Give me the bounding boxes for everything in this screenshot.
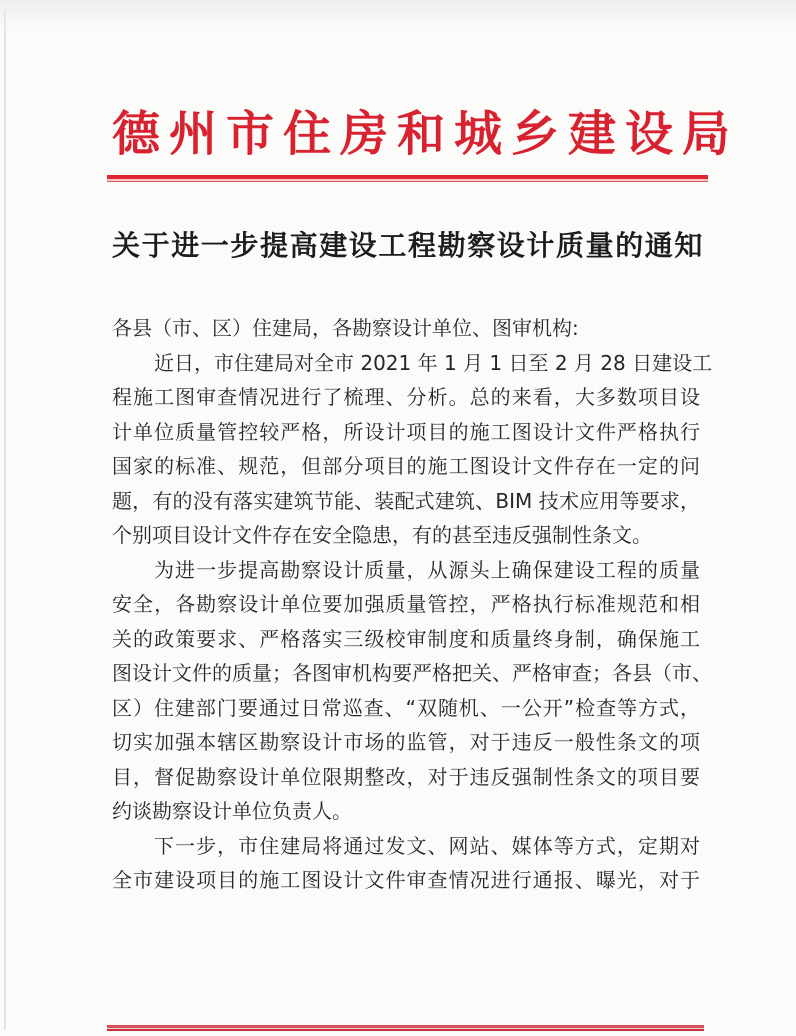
paragraph-line: 为进一步提高勘察设计质量，从源头上确保建设工程的质量 (154, 557, 700, 582)
paragraph-line: 计单位质量管控较严格，所设计项目的施工图设计文件严格执行 (112, 419, 700, 444)
paragraph-line: 图设计文件的质量；各图审机构要严格把关、严格审查；各县（市、 (112, 661, 712, 685)
salutation (112, 311, 700, 346)
paragraph-line: 国家的标准、规范，但部分项目的施工图设计文件存在一定的问 (112, 454, 700, 478)
rule-thin-line (107, 1029, 704, 1031)
paragraph-line: 关的政策要求、严格落实三级校审制度和质量终身制，确保施工 (112, 626, 700, 651)
paragraph-line: 题，有的没有落实建筑节能、装配式建筑、BIM 技术应用等要求， (112, 488, 700, 513)
document-body (112, 311, 713, 898)
paragraph-line: 区）住建部门要通过日常巡查、“双随机、一公开”检查等方式， (112, 695, 700, 720)
salutation-line: 各县（市、区）住建局，各勘察设计单位、图审机构: (112, 316, 579, 340)
paragraph-line: 安全，各勘察设计单位要加强质量管控，严格执行标准规范和相 (112, 592, 700, 616)
paragraph-line: 全市建设项目的施工图设计文件审查情况进行通报、曝光，对于 (112, 868, 700, 892)
letterhead-red-rule (107, 175, 708, 182)
paragraph-line: 个别项目设计文件存在安全隐患，有的甚至违反强制性条文。 (112, 523, 652, 547)
paragraph-line: 约谈勘察设计单位负责人。 (112, 799, 352, 823)
paragraph-3 (112, 829, 700, 898)
paragraph-1 (112, 346, 713, 553)
letterhead-organization: 德州市住房和城乡建设局 (112, 106, 740, 162)
scan-edge-top (0, 0, 796, 30)
paragraph-line: 近日，市住建局对全市 2021 年 1 月 1 日至 2 月 28 日建设工 (154, 350, 713, 375)
paragraph-line: 下一步，市住建局将通过发文、网站、媒体等方式，定期对 (154, 833, 700, 858)
document-title: 关于进一步提高建设工程勘察设计质量的通知 (112, 229, 705, 262)
scan-edge-left (4, 10, 6, 1030)
paragraph-line: 目，督促勘察设计单位限期整改，对于违反强制性条文的项目要 (112, 764, 700, 789)
footer-red-rule (107, 1025, 704, 1031)
paragraph-2 (112, 553, 712, 829)
paragraph-line: 切实加强本辖区勘察设计市场的监管，对于违反一般性条文的项 (112, 730, 700, 754)
paragraph-line: 程施工图审查情况进行了梳理、分析。总的来看，大多数项目设 (112, 385, 700, 409)
rule-thin-line (107, 181, 708, 182)
